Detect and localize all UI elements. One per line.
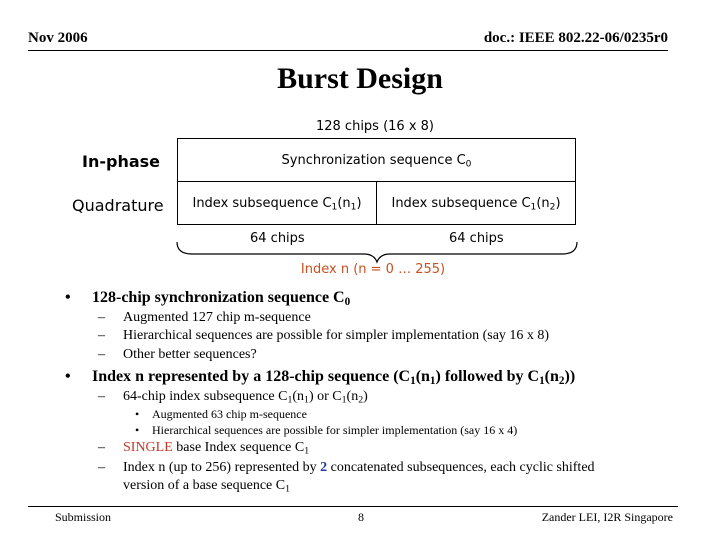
index-subsequence-1-label: Index subsequence $C_1(n_1)$: [192, 195, 362, 212]
index-range-label: Index n (n = 0 … 255): [300, 262, 446, 277]
bullet-dot: •: [65, 289, 71, 306]
header-date: Nov 2006: [28, 30, 88, 46]
sync-sequence-box: [177, 138, 576, 182]
page-title: Burst Design: [277, 62, 443, 95]
footer-submission: Submission: [55, 510, 112, 524]
index-subsequence-2-box: [376, 181, 576, 225]
sub-sub-bullet-augmented-63: Augmented 63 chip m-sequence: [152, 407, 307, 421]
chips-left-label: 64 chips: [250, 231, 305, 246]
index-subsequence-2-label: Index subsequence $C_1(n_2)$: [391, 195, 561, 212]
header-doc-id: doc.: IEEE 802.22-06/0235r0: [483, 30, 668, 46]
header-rule: [28, 50, 668, 51]
footer-page-number: 8: [358, 510, 364, 524]
dash-marker: –: [98, 310, 105, 325]
index-brace: [174, 240, 580, 264]
sub-sub-bullet-hierarchical-16x4: Hierarchical sequences are possible for simpler implementation (say 16 x 4): [152, 423, 518, 437]
bullet-dot: •: [65, 368, 71, 385]
dash-marker: –: [98, 460, 105, 475]
sub-bullet-index-concatenated: Index n (up to 256) represented by 2 concatenated subsequences, each cyclic shifted: [123, 460, 595, 475]
dash-marker: –: [98, 328, 105, 343]
small-bullet-dot: •: [135, 407, 140, 421]
footer-author: Zander LEI, I2R Singapore: [541, 510, 673, 524]
sub-bullet-index-concatenated-cont: version of a base sequence $C_1$: [123, 478, 291, 495]
dash-marker: –: [98, 389, 105, 404]
bullet-index-representation: Index n represented by a 128-chip sequence ($C_1(n_1)$ followed by $C_1(n_2)$): [92, 368, 576, 387]
sub-bullet-other-sequences: Other better sequences?: [123, 347, 257, 362]
chips-total-label: 128 chips (16 x 8): [315, 119, 434, 134]
bullet-sync-sequence: 128-chip synchronization sequence $C_0$: [92, 289, 351, 308]
dash-marker: –: [98, 440, 105, 455]
footer-rule: [28, 506, 678, 507]
index-subsequence-1-box: [177, 181, 377, 225]
small-bullet-dot: •: [135, 423, 140, 437]
dash-marker: –: [98, 347, 105, 362]
chips-right-label: 64 chips: [449, 231, 504, 246]
sub-bullet-augmented-127: Augmented 127 chip m-sequence: [123, 310, 311, 325]
inphase-label: In-phase: [82, 152, 160, 171]
sub-bullet-64-chip-subsequence: 64-chip index subsequence $C_1(n_1)$ or $C_1(n_2)$: [123, 389, 368, 406]
sub-bullet-single-base: SINGLE base Index sequence $C_1$: [123, 440, 310, 457]
sync-sequence-label: Synchronization sequence $C_0$: [281, 152, 472, 169]
sub-bullet-hierarchical-16x8: Hierarchical sequences are possible for simpler implementation (say 16 x 8): [123, 328, 550, 343]
quadrature-label: Quadrature: [72, 196, 164, 215]
